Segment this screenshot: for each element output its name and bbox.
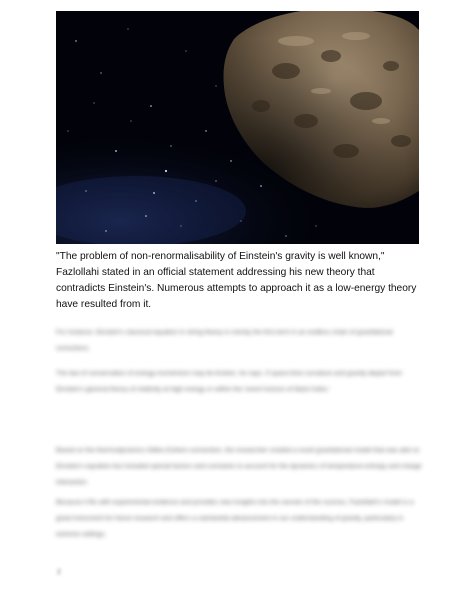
blurred-paragraph: For instance, Einstein's classical equation in string theory is merely the first term in an endless chain of gravitational corrections.: [56, 329, 393, 352]
blurred-paragraph: Because it fits with experimental evidence and provides new insights into the secrets of the cosmos, Fazlollahi's model is a great instrument for future research and offers a substantial advancement in our understanding of gravity, particularly in extreme settings.: [56, 499, 414, 538]
blurred-paragraph: Based on the thermodynamics Gibbs-Duhem connection, the researcher created a novel gravitational model that was akin to Einstein's equation but included special factors and constants to account for the dynamics of temperature-entropy and charge interaction.: [56, 447, 422, 486]
asteroid-image: [56, 11, 419, 244]
blurred-paragraph: The law of conservation of energy-momentum may be broken, he says, if space-time curvature and gravity depart from Einstein's general theory of relativity at high energy or within the 'event horizon of black holes.': [56, 370, 402, 393]
article-paragraph: "The problem of non-renormalisability of Einstein's gravity is well known," Fazlollahi stated in an official statement addressing his new theory that contradicts Einstein's. Numerous attempts to approach it as a low-energy theory have resulted from it.: [56, 251, 417, 310]
page-number: 2: [57, 569, 61, 576]
